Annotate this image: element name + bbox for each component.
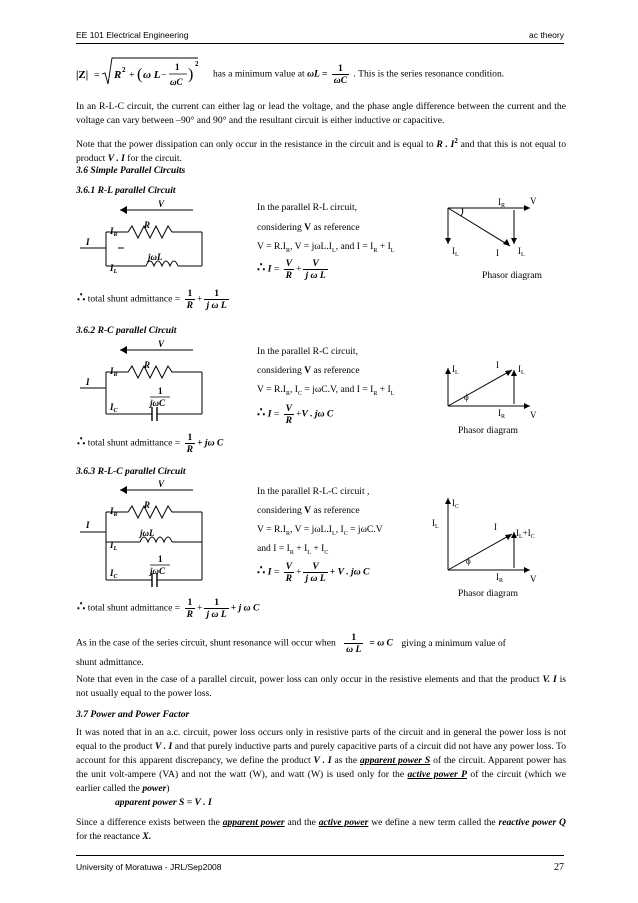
section-heading-3-7: 3.7 Power and Power Factor [76,709,190,720]
eq-z-plus: + [129,70,135,81]
svg-text:IC: $I_C$ [110,402,118,414]
svg-text:I: I [86,520,90,530]
rlc-line-2: considering V as reference [257,505,360,516]
paragraph-power-dissipation: Note that the power dissipation can only occur in the resistance in the circuit and is equal to R . $I^2$ and that this is not equal to product V . I for the circuit. [76,137,566,165]
rc-current-equation: ∴ I = $\frac{V}{R}$ +V . jω C [257,403,334,426]
svg-text:I: I [496,248,499,258]
svg-text:jωL: jωL [140,528,155,538]
svg-text:IC: $I_C$ [110,568,118,580]
rlc-line-4: and $I = I_R + I_L + I_C$ [257,543,329,556]
svg-text:I: I [496,360,499,370]
svg-text:I: I [86,377,90,387]
rc-line-2: considering V as reference [257,365,360,376]
rl-current-equation: ∴ I = $\frac{V}{R}$ + $\frac{V}{\text{j ω L}}$ [257,258,326,281]
rl-phasor-diagram [440,194,550,266]
svg-text:IL: $I_L$ [452,246,459,258]
eq-z-wl: ω L [143,69,161,81]
paragraph-phase-angle: In an R-L-C circuit, the current can either lag or lead the voltage, and the phase angle difference between the current and the voltage can vary between –90° and 90° and the resultant circuit is either inductive or capacitive. [76,101,566,126]
eq-z-wc: ωC [170,77,183,87]
section-heading-3-6-2: 3.6.2 R-C parallel Circuit [76,325,177,336]
svg-text:R: R [144,500,151,510]
svg-text:IR: $I_R$ [110,226,118,238]
svg-text:I: I [494,522,497,532]
svg-text:IL+IC: $I_L+I_C$ [516,528,535,540]
rc-line-1: In the parallel R-C circuit, [257,346,358,357]
footer-rule [76,855,564,856]
rlc-current-equation: ∴ I = $\frac{V}{R}$ + $\frac{V}{\text{j ω L}}$ + V . jω C [257,561,370,584]
svg-text:ϕ: ϕ [464,392,469,402]
eq-z-one: 1 [175,62,180,72]
svg-text:IL: $I_L$ [518,246,525,258]
paragraph-parallel-power-loss: Note that even in the case of a parallel circuit, power loss can only occur in the resistive elements and that the product V. I is not usually equal to the power loss. [76,674,566,699]
svg-text:IL: $I_L$ [110,263,118,275]
svg-text:V: V [530,410,537,420]
svg-text:IR: $I_R$ [496,572,504,584]
svg-text:1: 1 [158,386,163,396]
svg-text:IL: $I_L$ [432,518,439,530]
svg-text:(: ( [137,66,143,83]
svg-text:ϕ: ϕ [466,556,471,566]
svg-text:IL: $I_L$ [452,364,459,376]
rl-phasor-caption: Phasor diagram [482,270,542,281]
eq-z-equals: = [94,70,100,81]
eq-z-r-sup: 2 [122,66,126,74]
svg-text:R: R [144,220,151,230]
svg-text:jωC: jωC [150,398,166,408]
svg-text:V: V [530,196,537,206]
svg-text:jωL: jωL [148,252,163,262]
rl-admittance: ∴ total shunt admittance = $\frac{1}{R}$ + $\frac{1}{\text{j ω L}}$ [77,288,227,311]
svg-text:): ) [188,66,194,83]
rc-line-3: $V = R.I_R$, $I_C = j\omega C.V$, and $I = I_R + I_L$ [257,384,395,397]
rlc-circuit-diagram [78,478,253,590]
shunt-resonance-line-2: shunt admittance. [76,657,144,668]
svg-text:1: 1 [158,554,163,564]
eq-z-r: R [114,69,122,81]
svg-text:IR: $I_R$ [498,408,506,420]
rlc-admittance: ∴ total shunt admittance = $\frac{1}{R}$ + $\frac{1}{\text{j ω L}}$ + j ω C [77,597,260,620]
section-heading-3-6: 3.6 Simple Parallel Circuits [76,165,186,176]
svg-text:V: V [530,574,537,584]
header-course: EE 101 Electrical Engineering [76,30,189,40]
svg-text:jωC: jωC [150,566,166,576]
header-topic: ac theory [529,30,564,40]
eq-z-minus: − [161,70,167,81]
section-heading-3-6-1: 3.6.1 R-L parallel Circuit [76,185,176,196]
rlc-line-3: $V = R.I_R$, $V = j\omega L.I_L$, $I_C = j\omega C.V$ [257,524,383,537]
impedance-equation [74,52,204,94]
rlc-line-1: In the parallel R-L-C circuit , [257,486,370,497]
header-rule [76,43,564,44]
svg-text:IL: $I_L$ [518,364,525,376]
apparent-power-equation: apparent power S = V . I [115,797,212,808]
paragraph-apparent-power: It was noted that in an a.c. circuit, power loss occurs only in resistive parts of the circuit and in general the power loss is not equal to the product V . I and that purely inductive parts and purely capacitive parts of a circuit did not have any power loss. To account for this apparent discrepancy, we define the product V . I as the apparent power S of the circuit. Apparent power has the unit volt-ampere (VA) and not the watt (W), and watt (W) is used only for the active power P of the circuit (which we earlier called the power) [76,727,567,794]
svg-text:I: I [86,237,90,247]
section-heading-3-6-3: 3.6.3 R-L-C parallel Circuit [76,466,186,477]
svg-text:IL: $I_L$ [110,540,118,552]
rc-admittance: ∴ total shunt admittance = $\frac{1}{R}$ + jω C [77,432,224,455]
rc-phasor-caption: Phasor diagram [458,425,518,436]
rl-line-3: $V = R.I_R$, $V = j\omega L.I_L$, and $I = I_R + I_L$ [257,241,395,254]
eq-z-outer-sup: 2 [195,60,199,68]
svg-text:R: R [144,360,151,370]
eq-z-lhs: |Z| [76,69,89,81]
svg-text:IR: $I_R$ [498,197,506,209]
svg-text:V: V [158,339,165,349]
svg-text:V: V [158,479,165,489]
svg-text:IC: $I_C$ [452,498,460,510]
rc-circuit-diagram [78,338,253,428]
min-condition-text: has a minimum value at ωL = $\frac{1}{\omega C}$ . This is the series resonance condition. [213,63,505,86]
shunt-resonance-line: As in the case of the series circuit, shunt resonance will occur when $\frac{1}{\text{ω L}}$ = ω C giving a minimum value of [76,632,506,655]
rlc-phasor-diagram [430,494,555,586]
rc-phasor-diagram [440,356,550,422]
rl-line-2: considering V as reference [257,222,360,233]
footer-university: University of Moratuwa - JRL/Sep2008 [76,862,222,872]
rl-circuit-diagram [78,196,253,286]
rl-line-1: In the parallel R-L circuit, [257,202,358,213]
svg-text:V: V [158,199,165,209]
svg-text:IR: $I_R$ [110,506,118,518]
paragraph-reactive-power: Since a difference exists between the apparent power and the active power we define a new term called the reactive power Q for the reactance X. [76,817,566,842]
page-number: 27 [554,862,564,873]
rlc-phasor-caption: Phasor diagram [458,588,518,599]
svg-text:IR: $I_R$ [110,366,118,378]
